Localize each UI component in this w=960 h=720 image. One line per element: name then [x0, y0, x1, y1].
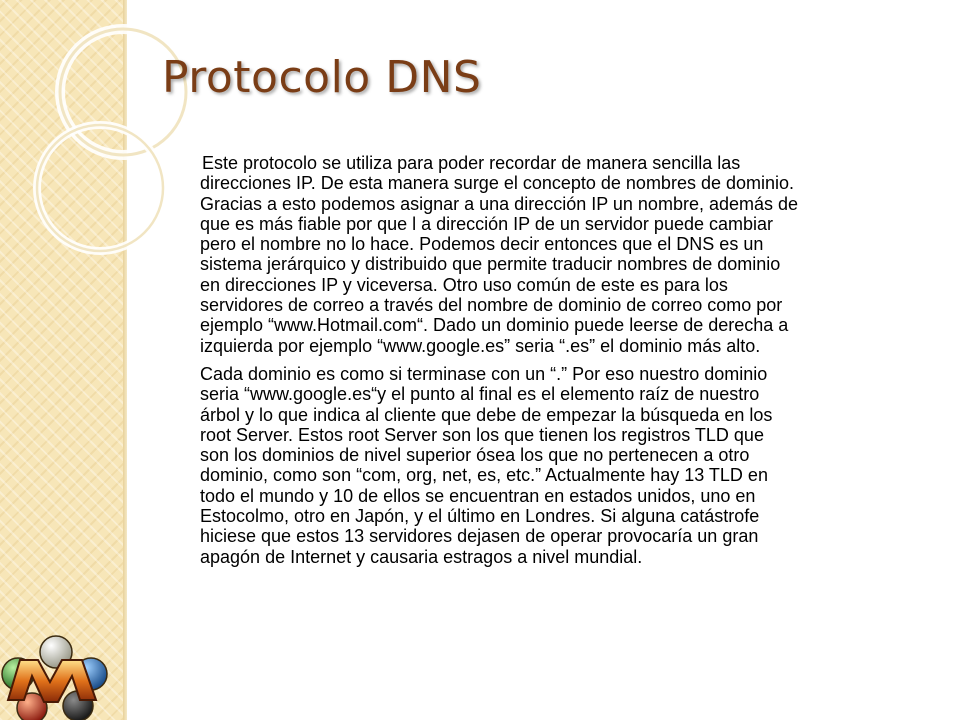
text-line: direcciones IP. De esta manera surge el concepto de nombres de dominio.: [200, 173, 795, 194]
body-text: [200, 153, 935, 567]
text-line: ejemplo “www.Hotmail.com“. Dado un dominio puede leerse de derecha a: [200, 315, 789, 336]
magic-m-logo-icon: [0, 630, 112, 720]
text-line: que es más fiable por que l a dirección IP de un servidor puede cambiar: [200, 213, 774, 234]
text-line: izquierda por ejemplo “www.google.es” seria “.es” el dominio más alto.: [200, 335, 761, 356]
text-line: hiciese que estos 13 servidores dejasen de operar provocaría un gran: [200, 526, 759, 547]
text-line: apagón de Internet y causaria estragos a nivel mundial.: [200, 546, 643, 567]
text-line: seria “www.google.es“y el punto al final es el elemento raíz de nuestro: [200, 384, 760, 405]
text-line: dominio, como son “com, org, net, es, etc.” Actualmente hay 13 TLD en: [200, 465, 768, 486]
text-line: pero el nombre no lo hace. Podemos decir entonces que el DNS es un: [200, 234, 764, 255]
paragraph-2: [200, 364, 935, 567]
text-line: Cada dominio es como si terminase con un “.” Por eso nuestro dominio: [200, 363, 768, 384]
text-line: son los dominios de nivel superior ósea los que no pertenecen a otro: [200, 445, 750, 466]
text-line: árbol y lo que indica al cliente que debe de empezar la búsqueda en los: [200, 404, 773, 425]
text-line: Estocolmo, otro en Japón, y el último en Londres. Si alguna catástrofe: [200, 506, 760, 527]
paragraph-1: [200, 153, 935, 356]
page-title: Protocolo DNS: [162, 52, 482, 103]
text-line: root Server. Estos root Server son los que tienen los registros TLD que: [200, 424, 764, 445]
text-line: en direcciones IP y viceversa. Otro uso común de este es para los: [200, 274, 728, 295]
text-line: Este protocolo se utiliza para poder recordar de manera sencilla las: [202, 153, 741, 173]
text-line: servidores de correo a través del nombre de dominio de correo como por: [200, 295, 783, 316]
text-line: Gracias a esto podemos asignar a una dirección IP un nombre, además de: [200, 193, 799, 214]
text-line: todo el mundo y 10 de ellos se encuentran en estados unidos, uno en: [200, 485, 756, 506]
text-line: sistema jerárquico y distribuido que permite traducir nombres de dominio: [200, 254, 781, 275]
